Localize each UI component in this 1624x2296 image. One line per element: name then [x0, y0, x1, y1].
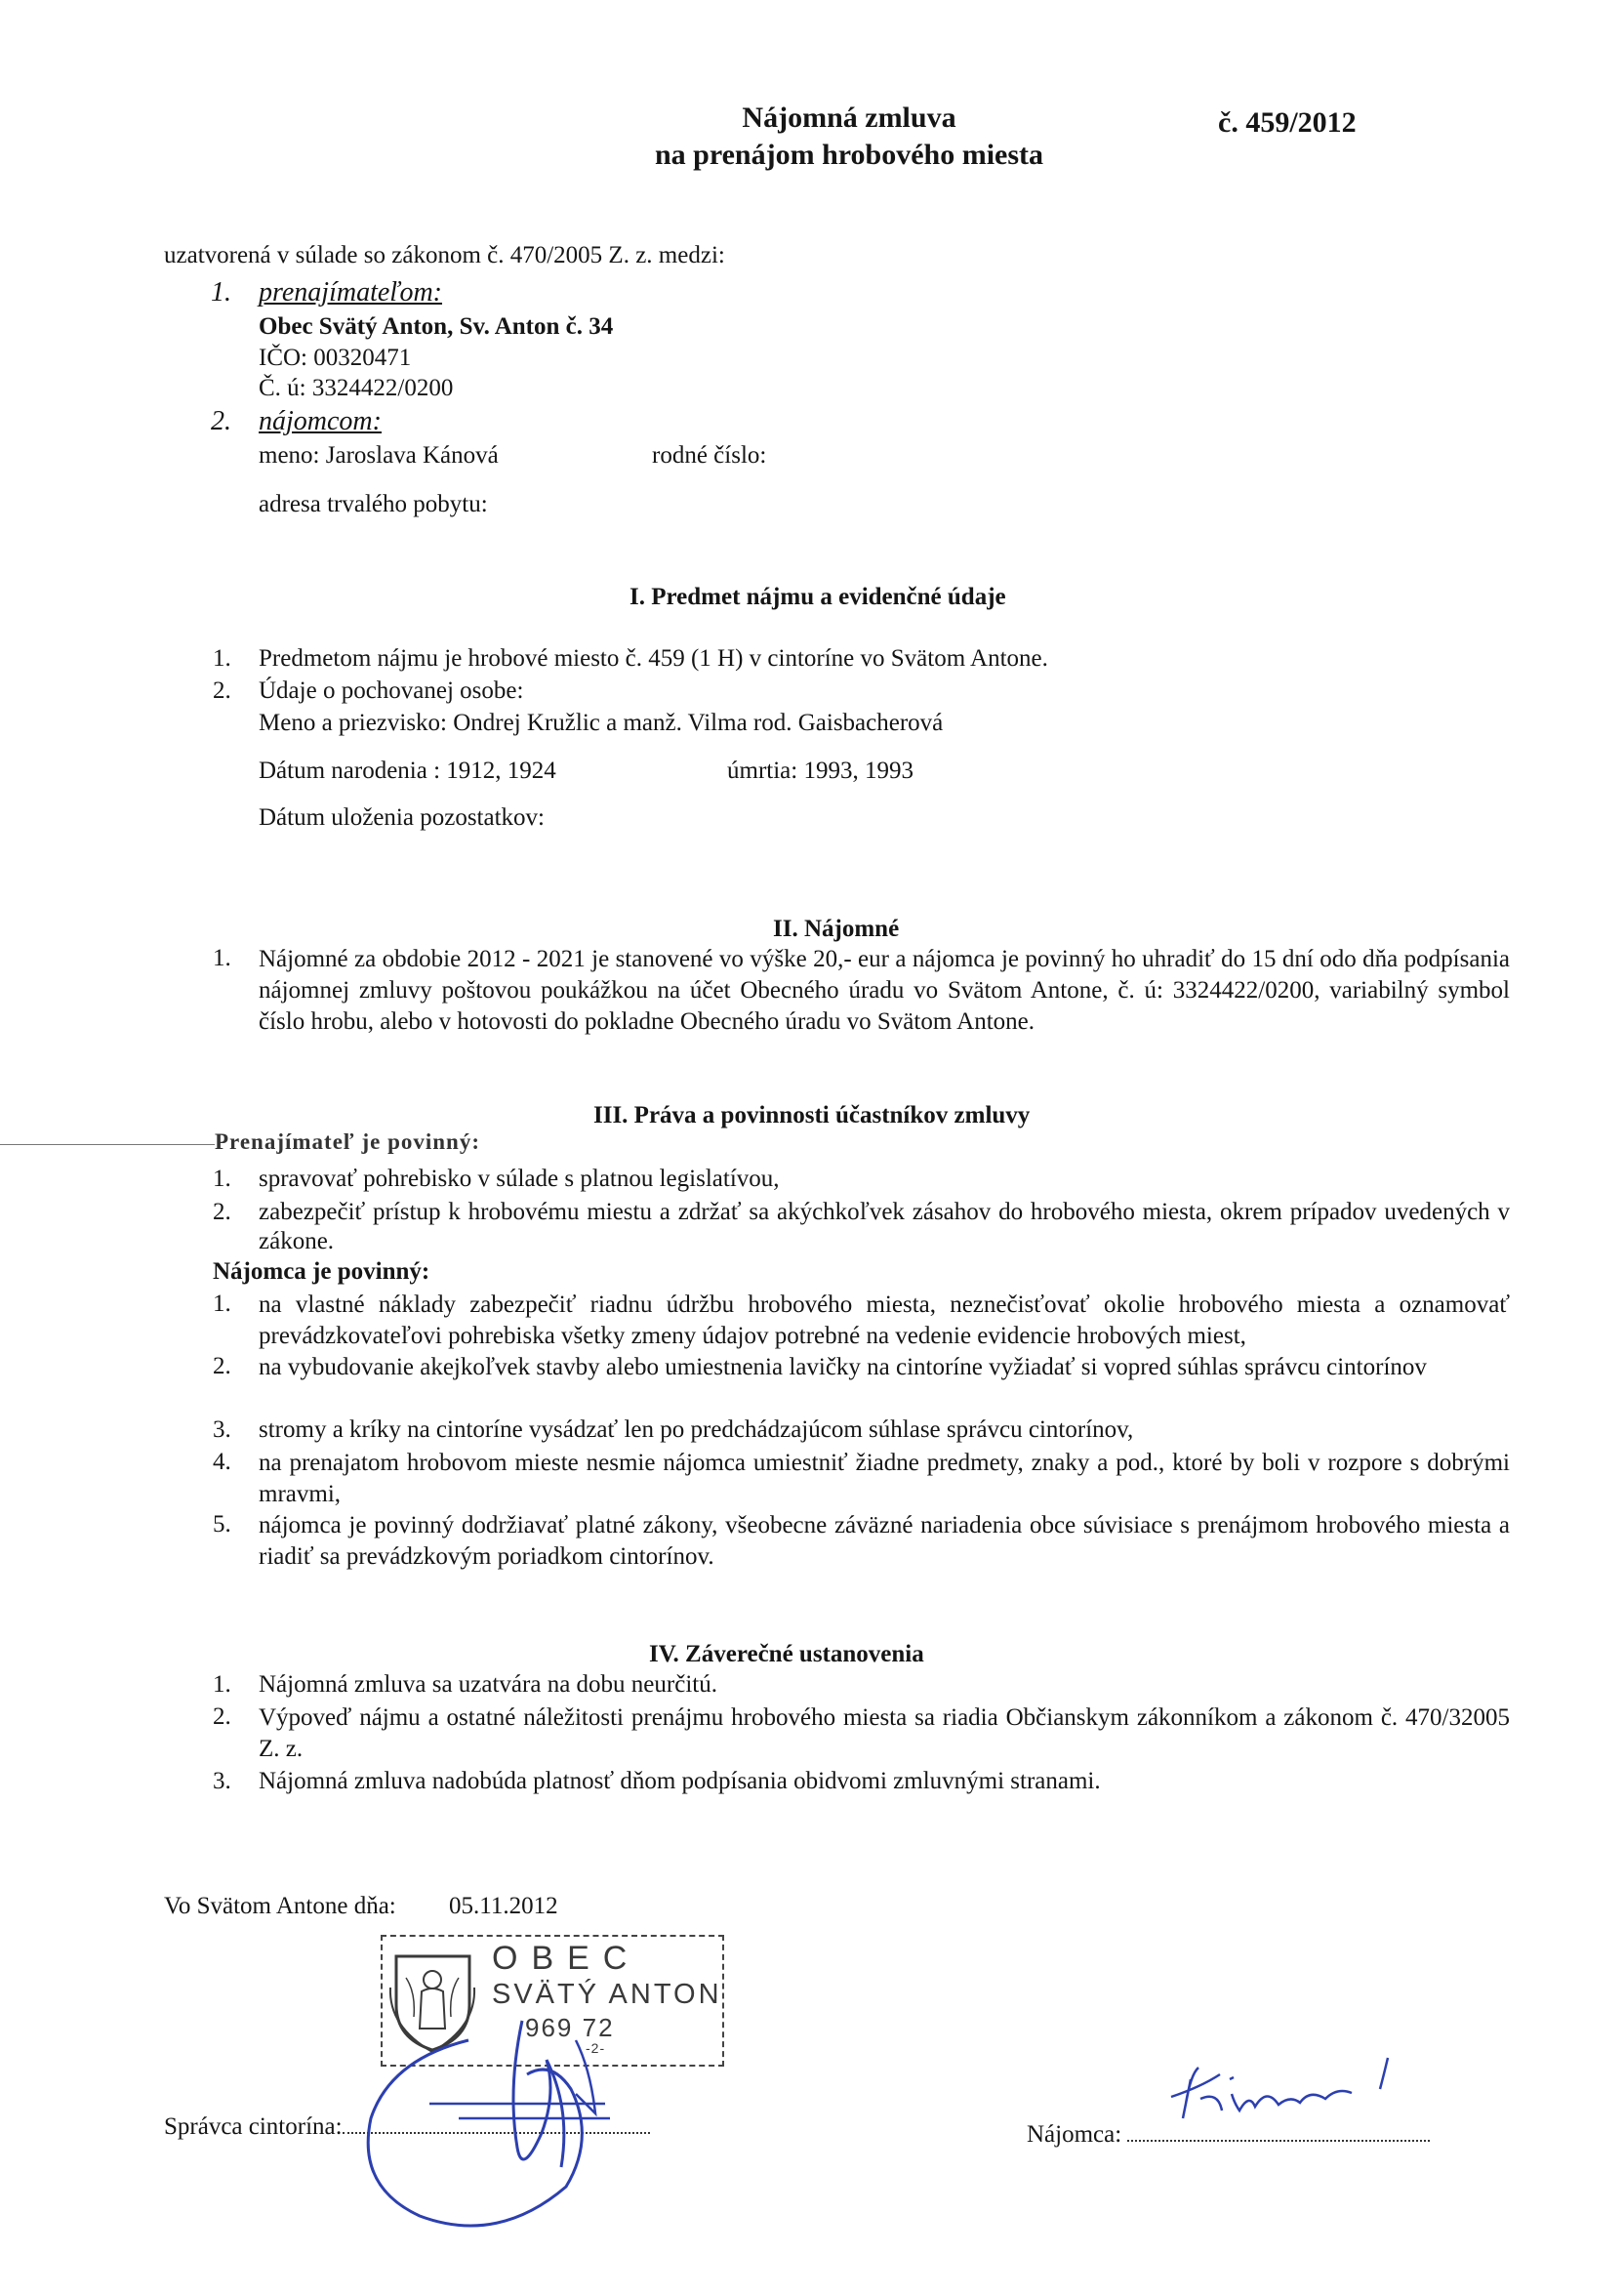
party2-name: meno: Jaroslava Kánová [259, 442, 499, 469]
section4-heading: IV. Záverečné ustanovenia [649, 1641, 924, 1667]
tenant-item-text: stromy a kríky na cintoríne vysádzať len po predchádzajúcom súhlase správcu cintorínov, [259, 1416, 1134, 1443]
party1-role: prenajímateľom: [259, 277, 443, 308]
tenant-item-text: na vlastné náklady zabezpečiť riadnu údržbu hrobového miesta, neznečisťovať okolie hrobového miesta a oznamovať prevádzkovateľovi pohrebiska všetky zmeny údajov potrebné na vedenie evidencie hrobových miest, [259, 1292, 1510, 1349]
tenant-item-number: 4. [213, 1449, 231, 1475]
section2-item-text: Nájomné za obdobie 2012 - 2021 je stanovené vo výške 20,- eur a nájomca je povinný ho uhradiť do 15 dní odo dňa podpísania nájomnej zmluvy poštovou poukážkou na účet Obecného úradu vo Svätom Antone, č. ú: 3324422/0200, variabilný symbol číslo hrobu, alebo v hotovosti do pokladne Obecného úradu vo Svätom Antone. [259, 946, 1510, 1035]
section3-heading: III. Práva a povinnosti účastníkov zmluvy [593, 1102, 1031, 1128]
stamp-line-3: 969 72 [525, 2013, 615, 2042]
section4-item-text: Nájomná zmluva sa uzatvára na dobu neurčitú. [259, 1671, 717, 1698]
place-date-label: Vo Svätom Antone dňa: [164, 1893, 396, 1919]
concluded-text: uzatvorená v súlade so zákonom č. 470/2005 Z. z. medzi: [164, 242, 725, 268]
document-title [508, 100, 1191, 173]
section1-heading: I. Predmet nájmu a evidenčné údaje [629, 584, 1006, 610]
tenant-item-text: na prenajatom hrobovom mieste nesmie nájomca umiestniť žiadne predmety, znaky a pod., ktoré by boli v rozpore s dobrými mravmi, [259, 1450, 1510, 1507]
landlord-duties-heading: Prenajímateľ je povinný: [215, 1129, 480, 1154]
party1-number: 1. [211, 277, 231, 308]
tenant-item-text: na vybudovanie akejkoľvek stavby alebo umiestnenia lavičky na cintoríne vyžiadať si vopred súhlas správcu cintorínov [259, 1354, 1427, 1380]
title-line-2: na prenájom hrobového miesta [654, 138, 1044, 171]
title-line-1: Nájomná zmluva [742, 102, 956, 134]
stamp-line-1: OBEC [492, 1940, 641, 1977]
section4-item-text: Výpoveď nájmu a ostatné náležitosti prenájmu hrobového miesta sa riadia Občianskym zákonníkom a zákonom č. 470/32005 Z. z. [259, 1704, 1510, 1762]
section2-item-number: 1. [213, 945, 231, 971]
tenant-label: Nájomca: [1027, 2121, 1122, 2148]
section4-item-number: 2. [213, 1703, 231, 1730]
landlord-item-text: spravovať pohrebisko v súlade s platnou legislatívou, [259, 1166, 780, 1192]
section1-item-number: 1. [213, 645, 231, 672]
address-label: adresa trvalého pobytu: [259, 491, 488, 517]
landlord-item-number: 2. [213, 1199, 231, 1225]
party1-ico: IČO: 00320471 [259, 345, 412, 371]
section4-item-number: 3. [213, 1768, 231, 1794]
document-number: č. 459/2012 [1218, 106, 1357, 139]
manager-label: Správca cintorína: [164, 2113, 343, 2140]
section4-item-text: Nájomná zmluva nadobúda platnosť dňom podpísania obidvomi zmluvnými stranami. [259, 1768, 1101, 1794]
party2-role: nájomcom: [259, 406, 382, 436]
tenant-item-number: 5. [213, 1511, 231, 1538]
stamp-line-2: SVÄTÝ ANTON [492, 1979, 722, 2010]
party1-name: Obec Svätý Anton, Sv. Anton č. 34 [259, 313, 614, 340]
section1-item-text: Predmetom nájmu je hrobové miesto č. 459 (1 H) v cintoríne vo Svätom Antone. [259, 645, 1048, 672]
tenant-item-number: 2. [213, 1353, 231, 1379]
tenant-item-number: 3. [213, 1416, 231, 1443]
birth-number-label: rodné číslo: [652, 442, 767, 469]
tenant-item-text: nájomca je povinný dodržiavať platné zákony, všeobecne záväzné nariadenia obce súvisiace s prenájmom hrobového miesta a riadiť sa prevádzkovým poriadkom cintorínov. [259, 1512, 1510, 1570]
birth-date-line: Dátum narodenia : 1912, 1924 [259, 758, 556, 784]
landlord-item-number: 1. [213, 1166, 231, 1192]
remains-date-line: Dátum uloženia pozostatkov: [259, 804, 545, 831]
landlord-item-text: zabezpečiť prístup k hrobovému miestu a zdržať sa akýchkoľvek zásahov do hrobového miesta, okrem prípadov uvedených v zákone. [259, 1199, 1510, 1254]
section1-item-number: 2. [213, 677, 231, 704]
tenant-duties-heading: Nájomca je povinný: [213, 1258, 430, 1285]
manager-signature [351, 2001, 644, 2255]
tenant-dotted-line [1127, 2139, 1430, 2142]
section2-heading: II. Nájomné [773, 916, 900, 942]
section4-item-number: 1. [213, 1671, 231, 1698]
scan-line [0, 1144, 215, 1145]
tenant-item-number: 1. [213, 1291, 231, 1317]
section1-item-text: Údaje o pochovanej osobe: [259, 677, 524, 704]
deceased-name-line: Meno a priezvisko: Ondrej Kružlic a manž. Vilma rod. Gaisbacherová [259, 710, 944, 736]
party2-number: 2. [211, 406, 231, 436]
stamp-line-4: -2- [586, 2040, 606, 2056]
tenant-signature [1161, 2050, 1415, 2138]
party1-account: Č. ú: 3324422/0200 [259, 375, 454, 401]
death-date-line: úmrtia: 1993, 1993 [727, 758, 914, 784]
contract-date: 05.11.2012 [449, 1893, 558, 1919]
